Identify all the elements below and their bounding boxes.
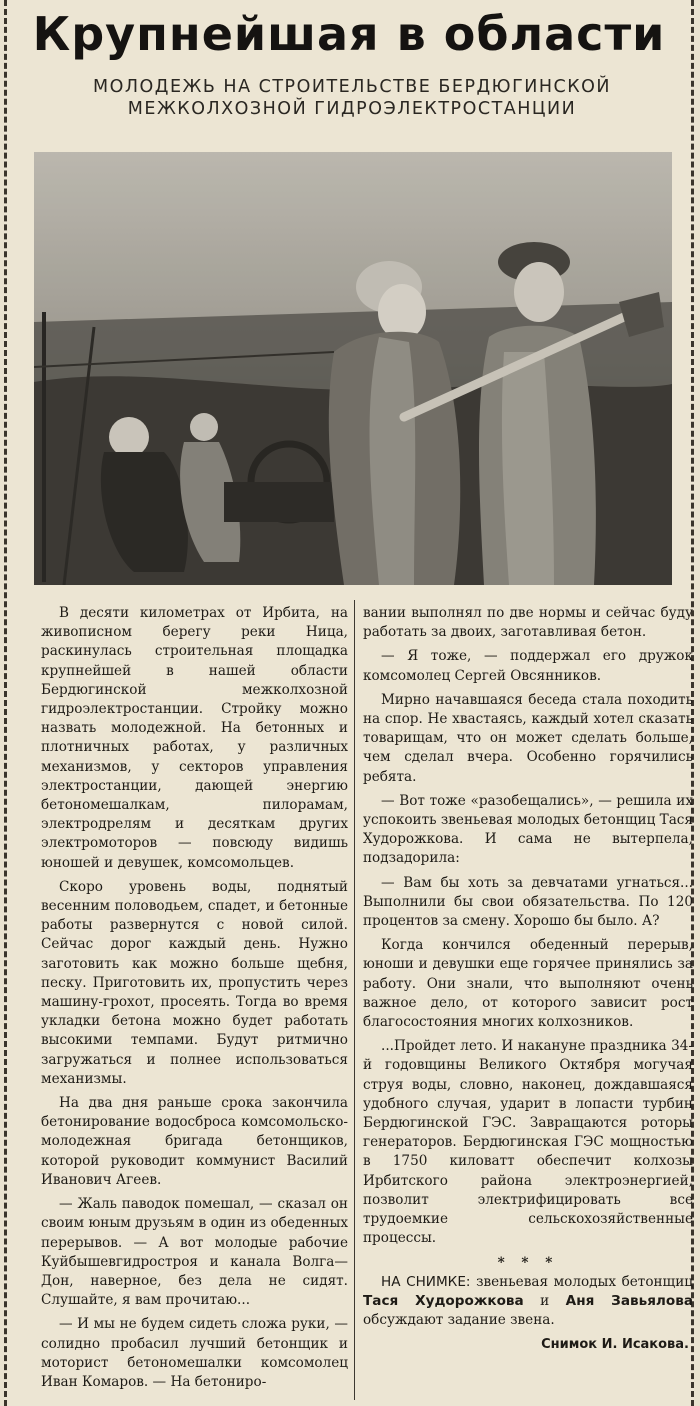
column-divider [354, 600, 355, 1400]
paragraph: — Вот тоже «разобещались», — решила их успокоить звеньевая молодых бетонщиц Тася Худорожкова. И сама не вытерпела, подзадорила: [363, 792, 693, 867]
subheadline [27, 76, 677, 120]
paragraph: Мирно начавшаяся беседа стала походить на спор. Не хвастаясь, каждый хотел сказать товарищам, что он может сделать больше, чем сделал вчера. Особенно горячились ребята. [363, 691, 693, 785]
caption-name-1: Тася Худорожкова [363, 1292, 524, 1309]
photo-credit: Снимок И. Исакова. [541, 1337, 689, 1353]
paragraph: ...Пройдет лето. И накануне праздника 34-й годовщины Великого Октября могучая струя воды, словно, наконец, дождавшаяся удобного случая, ударит в лопасти турбин Бердюгинской ГЭС. Завращаются роторы генераторов. Бердюгинская ГЭС мощностью в 1750 киловатт обеспечит колхозы Ирбитского района электроэнергией, позволит электрифицировать все трудоемкие сельскохозяйственные процессы. [363, 1038, 693, 1247]
caption-name-2: Аня Завьялова [565, 1292, 694, 1309]
paragraph: В десяти километрах от Ирбита, на живописном берегу реки Ница, раскинулась строительная площадка крупнейшей в нашей области Бердюгинской межколхозной гидроэлектростанции. Стройку можно назвать молодежной. На бетонных и плотничных работах, у различных механизмов, у секторов управления электростанции, дающей энергию бетономешалкам, пилорамам, электродрелям и десяткам других электромоторов — повсюду видишь юношей и девушек, комсомольцев. [41, 605, 348, 871]
caption-text: и [523, 1292, 566, 1309]
article-right-column [363, 604, 693, 1355]
paragraph: Когда кончился обеденный перерыв, юноши и девушки еще горячее принялись за работу. Они знали, что выполняют очень важное дело, от которого зависит рост благосостояния многих колхозников. [363, 937, 693, 1031]
paragraph: Скоро уровень воды, поднятый весенним половодьем, спадет, и бетонные работы развернутся с новой силой. Сейчас дорог каждый день. Нужно заготовить как можно больше щебня, песку. Приготовить их, пропустить через машину-грохот, просеять. Тогда во время укладки бетона можно будет работать высокими темпами. Будут ритмично загружаться и полнее использоваться механизмы. [41, 878, 348, 1087]
photo-caption [363, 1273, 693, 1331]
caption-text: звеньевая молодых бетонщиц [470, 1273, 693, 1290]
newspaper-page [4, 0, 694, 1406]
headline: Крупнейшая в области [32, 7, 666, 61]
subhead-line-1: МОЛОДЕЖЬ НА СТРОИТЕЛЬСТВЕ БЕРДЮГИНСКОЙ [92, 77, 612, 97]
photo-illustration [34, 152, 672, 585]
caption-text: обсуждают задание звена. [363, 1312, 555, 1329]
paragraph: — Вам бы хоть за девчатами угнаться... Выполнили бы свои обязательства. По 120 процентов за смену. Хорошо бы было. А? [363, 874, 693, 930]
paragraph: — Жаль паводок помешал, — сказал он своим юным друзьям в один из обеденных перерывов. — А вот молодые рабочие Куйбышевгидростроя и канала Волга—Дон, наверное, без дела не сидят. Слушайте, я вам прочитаю... [41, 1196, 348, 1309]
caption-lead: НА СНИМКЕ: [381, 1273, 471, 1290]
paragraph: вании выполнял по две нормы и сейчас буду работать за двоих, заготавливая бетон. [363, 605, 693, 641]
section-separator: * * * [497, 1254, 559, 1271]
article-left-column [41, 604, 348, 1397]
paragraph: — И мы не будем сидеть сложа руки, — солидно пробасил лучший бетонщик и моторист бетономешалки комсомолец Иван Комаров. — На бетониро- [41, 1316, 348, 1390]
paragraph: — Я тоже, — поддержал его дружок комсомолец Сергей Овсянников. [363, 648, 693, 684]
news-photo [34, 152, 672, 585]
subhead-line-2: МЕЖКОЛХОЗНОЙ ГИДРОЭЛЕКТРОСТАНЦИИ [127, 99, 577, 119]
paragraph: На два дня раньше срока закончила бетонирование водосброса комсомольско-молодежная бригада бетонщиков, которой руководит коммунист Василий Иванович Агеев. [41, 1095, 348, 1188]
